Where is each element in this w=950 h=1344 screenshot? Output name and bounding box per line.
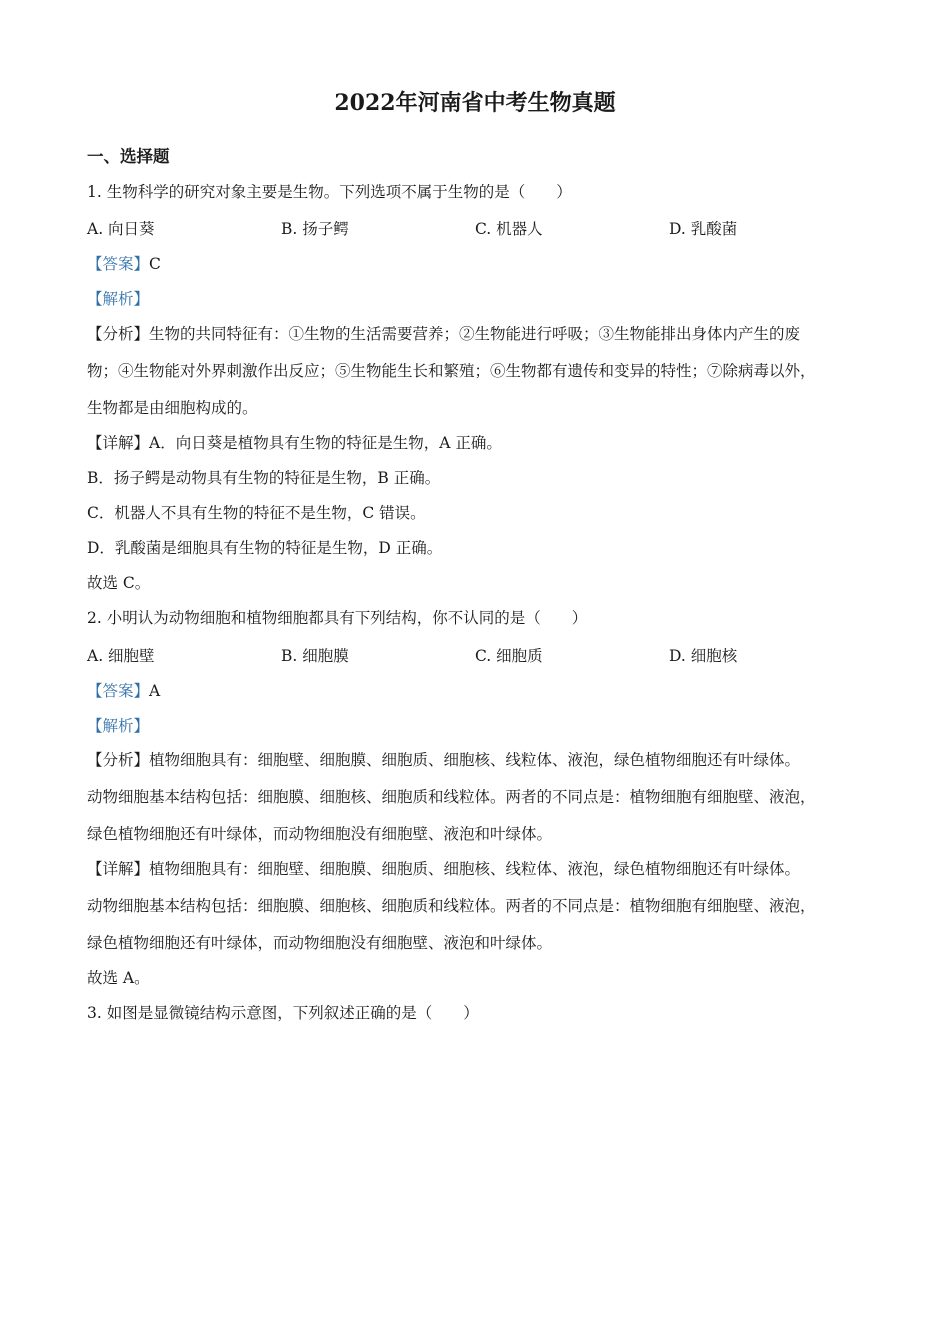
q2-fenxi-text-3: 绿色植物细胞还有叶绿体，而动物细胞没有细胞壁、液泡和叶绿体。 (87, 825, 553, 843)
q1-fenxi-tag: 【分析】 (87, 325, 150, 343)
q1-answer-value: C (149, 255, 161, 273)
q1-answer-tag: 【答案】 (87, 255, 150, 273)
q1-detail-line (87, 436, 502, 452)
q1-detail-text-3: C．机器人不具有生物的特征不是生物，C 错误。 (87, 504, 426, 522)
q2-detail-text-2: 动物细胞基本结构包括：细胞膜、细胞核、细胞质和线粒体。两者的不同点是：植物细胞有细胞壁、液泡， (87, 897, 816, 915)
q1-detail-text-1: A．向日葵是植物具有生物的特征是生物，A 正确。 (149, 434, 502, 452)
q1-option-d: D. 乳酸菌 (669, 220, 738, 238)
q2-detail-line (87, 862, 800, 878)
q1-stem: 1. 生物科学的研究对象主要是生物。下列选项不属于生物的是（ ） (87, 183, 572, 201)
q2-option-c: C. 细胞质 (475, 647, 543, 665)
page-title: 2022年河南省中考生物真题 (334, 90, 616, 116)
q2-answer-tag: 【答案】 (87, 682, 150, 700)
q2-answer-value: A (149, 682, 161, 700)
q2-fenxi-text-1: 植物细胞具有：细胞壁、细胞膜、细胞质、细胞核、线粒体、液泡，绿色植物细胞还有叶绿体。 (149, 751, 801, 769)
q2-option-a: A. 细胞壁 (87, 647, 155, 665)
q1-fenxi-line (87, 327, 800, 343)
q2-conclusion: 故选 A。 (87, 969, 150, 987)
q2-answer (87, 684, 160, 700)
q2-fenxi-tag: 【分析】 (87, 751, 150, 769)
q2-detail-tag: 【详解】 (87, 860, 150, 878)
q2-option-d: D. 细胞核 (669, 647, 738, 665)
q1-option-b: B. 扬子鳄 (281, 220, 349, 238)
q1-analysis-tag: 【解析】 (87, 290, 150, 308)
q2-detail-text-3: 绿色植物细胞还有叶绿体，而动物细胞没有细胞壁、液泡和叶绿体。 (87, 934, 553, 952)
q2-fenxi-text-2: 动物细胞基本结构包括：细胞膜、细胞核、细胞质和线粒体。两者的不同点是：植物细胞有细胞壁、液泡， (87, 788, 816, 806)
q1-fenxi-text-1: 生物的共同特征有：①生物的生活需要营养；②生物能进行呼吸；③生物能排出身体内产生的废 (149, 325, 801, 343)
q1-conclusion: 故选 C。 (87, 574, 151, 592)
q1-fenxi-text-2: 物；④生物能对外界刺激作出反应；⑤生物能生长和繁殖；⑥生物都有遗传和变异的特性；⑦除病毒以外， (87, 362, 816, 380)
q1-answer (87, 257, 161, 273)
q1-detail-text-2: B．扬子鳄是动物具有生物的特征是生物，B 正确。 (87, 469, 441, 487)
q1-detail-tag: 【详解】 (87, 434, 150, 452)
q1-fenxi-text-3: 生物都是由细胞构成的。 (87, 399, 258, 417)
q1-option-a: A. 向日葵 (87, 220, 155, 238)
q2-analysis-tag: 【解析】 (87, 717, 150, 735)
q2-detail-text-1: 植物细胞具有：细胞壁、细胞膜、细胞质、细胞核、线粒体、液泡，绿色植物细胞还有叶绿体。 (149, 860, 801, 878)
q2-option-b: B. 细胞膜 (281, 647, 349, 665)
q1-option-c: C. 机器人 (475, 220, 543, 238)
q3-stem: 3. 如图是显微镜结构示意图，下列叙述正确的是（ ） (87, 1004, 479, 1022)
q2-stem: 2. 小明认为动物细胞和植物细胞都具有下列结构，你不认同的是（ ） (87, 609, 588, 627)
q2-fenxi-line (87, 753, 800, 769)
q1-detail-text-4: D．乳酸菌是细胞具有生物的特征是生物，D 正确。 (87, 539, 443, 557)
section-heading: 一、选择题 (87, 147, 170, 166)
